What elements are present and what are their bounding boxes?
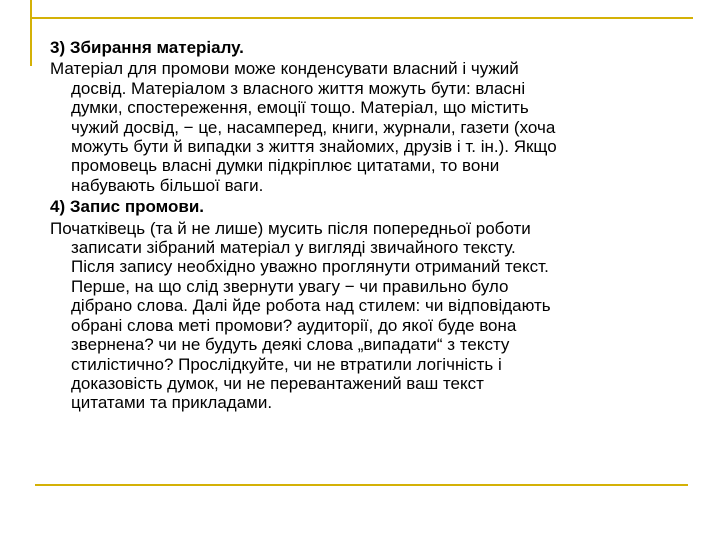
slide-content <box>50 38 690 415</box>
section-heading-gathering: 3) Збирання матеріалу. <box>50 38 244 57</box>
text-line: звернена? чи не будуть деякі слова „випадати“ з тексту <box>71 335 510 355</box>
text-line: думки, спостереження, емоції тощо. Матеріал, що містить <box>71 98 529 118</box>
text-line: досвід. Матеріалом з власного життя можуть бути: власні <box>71 78 526 98</box>
text-line: набувають більшої ваги. <box>71 175 264 195</box>
left-rule <box>30 0 32 66</box>
text-line: чужий досвід, − це, насамперед, книги, журнали, газети (хоча <box>71 117 556 137</box>
text-line: Матеріал для промови може конденсувати власний і чужий <box>50 59 519 79</box>
text-line: Перше, на що слід звернути увагу − чи правильно було <box>71 276 509 296</box>
text-line: стилістично? Прослідкуйте, чи не втратили логічність і <box>71 354 502 374</box>
paragraph-writing <box>50 219 690 413</box>
paragraph-gathering <box>50 59 690 195</box>
bottom-rule <box>35 484 688 486</box>
text-line: обрані слова меті промови? аудиторії, до якої буде вона <box>71 315 517 335</box>
top-rule <box>30 17 693 19</box>
text-line: Після запису необхідно уважно проглянути отриманий текст. <box>71 257 549 277</box>
text-line: доказовість думок, чи не перевантажений ваш текст <box>71 373 484 393</box>
text-line: промовець власні думки підкріплює цитатами, то вони <box>71 156 500 176</box>
text-line: цитатами та прикладами. <box>71 393 273 413</box>
text-line: дібрано слова. Далі йде робота над стилем: чи відповідають <box>71 296 551 316</box>
text-line: записати зібраний матеріал у вигляді звичайного тексту. <box>71 238 516 258</box>
section-heading-writing: 4) Запис промови. <box>50 197 205 217</box>
text-line: можуть бути й випадки з життя знайомих, друзів і т. ін.). Якщо <box>71 137 557 157</box>
text-line: Початківець (та й не лише) мусить після попередньої роботи <box>50 218 531 238</box>
